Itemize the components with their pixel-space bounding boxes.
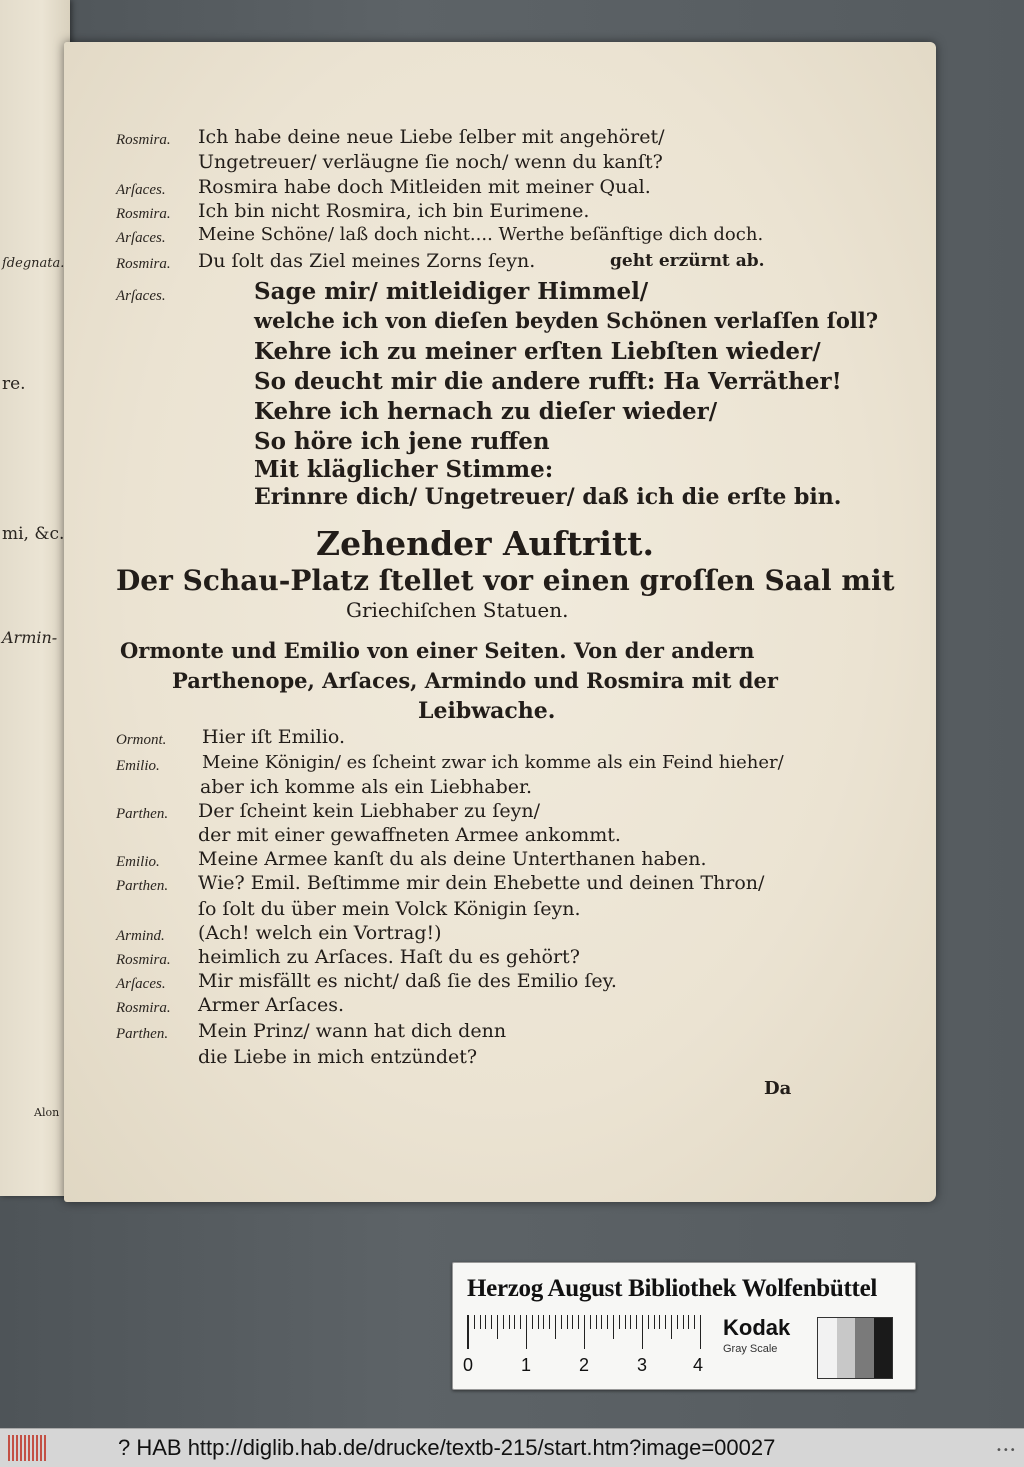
entrance-direction: Leibwache. [418, 698, 556, 724]
ruler-tick [642, 1315, 643, 1349]
speaker-label: Rosmira. [116, 206, 171, 222]
speaker-label: Rosmira. [116, 952, 171, 968]
speaker-label: Rosmira. [116, 1000, 171, 1016]
gray-swatch [874, 1318, 893, 1378]
left-page-fragment: ſdegnata. [2, 256, 65, 271]
dialogue-line: Wie? Emil. Beſtimme mir dein Ehebette und deinen Thron/ [198, 872, 765, 894]
speaker-label: Emilio. [116, 854, 160, 870]
dialogue-line: ſo ſolt du über mein Volck Königin ſeyn. [198, 898, 581, 920]
ruler-tick [468, 1315, 469, 1349]
scene-setting: Griechiſchen Statuen. [346, 598, 569, 622]
ruler-tick [532, 1315, 533, 1329]
aria-line: Sage mir/ mitleidiger Himmel/ [254, 278, 649, 305]
aria-line: Erinnre dich/ Ungetreuer/ daß ich die erſte bin. [254, 484, 842, 510]
gray-swatch [818, 1318, 837, 1378]
viewer-status-bar [0, 1428, 1024, 1467]
ruler-tick [572, 1315, 573, 1329]
ruler-tick [474, 1315, 475, 1329]
gray-swatch [837, 1318, 856, 1378]
ruler-tick [549, 1315, 550, 1329]
ruler-tick [601, 1315, 602, 1329]
ruler-tick [590, 1315, 591, 1329]
aria-line: So höre ich jene ruffen [254, 428, 550, 455]
ruler-tick [520, 1315, 521, 1329]
verse-line: Ich habe deine neue Liebe ſelber mit angehöret/ [198, 126, 665, 148]
aria-line: Mit kläglicher Stimme: [254, 456, 554, 483]
speaker-label: Ormont. [116, 732, 167, 748]
ruler-tick [584, 1315, 585, 1349]
kodak-logo: Kodak [723, 1315, 791, 1340]
verse-line: Ich bin nicht Rosmira, ich bin Eurimene. [198, 200, 590, 222]
ruler-tick [671, 1315, 672, 1339]
left-page-fragment: mi, &c. [2, 524, 65, 544]
scene-setting: Der Schau-Platz ſtellet vor einen groſſen Saal mit [116, 564, 895, 597]
ruler-number: 2 [579, 1355, 590, 1375]
dialogue-line: (Ach! welch ein Vortrag!) [198, 922, 442, 944]
verse-line: Meine Schöne/ laß doch nicht.... Werthe beſänftige dich doch. [198, 224, 764, 245]
left-page-fragment: Armin- [2, 628, 58, 647]
ruler-tick [578, 1315, 579, 1329]
ruler-tick [503, 1315, 504, 1329]
ruler-tick [497, 1315, 498, 1339]
dialogue-line: Meine Armee kanſt du als deine Unterthanen haben. [198, 848, 707, 870]
ruler-tick [526, 1315, 527, 1349]
ruler-tick [555, 1315, 556, 1339]
ruler-tick [648, 1315, 649, 1329]
gray-scale-label: Gray Scale [723, 1343, 778, 1355]
library-color-card [452, 1262, 916, 1390]
dialogue-line: Mir misfällt es nicht/ daß ſie des Emilio ſey. [198, 970, 617, 992]
catchword: Da [764, 1078, 792, 1099]
dialogue-line: heimlich zu Arſaces. Haſt du es gehört? [198, 946, 580, 968]
entrance-direction: Ormonte und Emilio von einer Seiten. Von der andern [120, 638, 755, 663]
ruler-tick [613, 1315, 614, 1339]
dialogue-line: aber ich komme als ein Liebhaber. [200, 776, 533, 798]
aria-line: Kehre ich hernach zu dieſer wieder/ [254, 398, 718, 425]
speaker-label: Parthen. [116, 806, 169, 822]
verse-line: Rosmira habe doch Mitleiden mit meiner Qual. [198, 176, 651, 198]
entrance-direction: Parthenope, Arſaces, Armindo und Rosmira mit der [172, 668, 778, 693]
ruler-tick [677, 1315, 678, 1329]
speaker-label: Arſaces. [116, 976, 166, 992]
speaker-label: Rosmira. [116, 132, 171, 148]
verse-line: Du ſolt das Ziel meines Zorns ſeyn. [198, 250, 536, 272]
gray-swatches [817, 1317, 893, 1379]
more-options-icon[interactable]: ••• [996, 1445, 1017, 1456]
speaker-label: Armind. [116, 928, 165, 944]
book-page [64, 42, 936, 1202]
scene-title: Zehender Auftritt. [316, 524, 654, 563]
aria-line: So deucht mir die andere rufft: Ha Verräther! [254, 368, 842, 395]
speaker-label: Arſaces. [116, 230, 166, 246]
ruler-tick [654, 1315, 655, 1329]
ruler-tick [596, 1315, 597, 1329]
aria-line: welche ich von dieſen beyden Schönen verlaſſen ſoll? [254, 308, 879, 333]
ruler-tick [683, 1315, 684, 1329]
ruler-tick [480, 1315, 481, 1329]
previous-page-edge [0, 0, 70, 1196]
speaker-label: Parthen. [116, 1026, 169, 1042]
ruler-tick [694, 1315, 695, 1329]
dialogue-line: Hier iſt Emilio. [202, 726, 346, 748]
ruler-tick [561, 1315, 562, 1329]
ruler-tick [659, 1315, 660, 1329]
dialogue-line: Armer Arſaces. [198, 994, 345, 1016]
ruler-tick [607, 1315, 608, 1329]
ruler-tick [543, 1315, 544, 1329]
ruler-tick [625, 1315, 626, 1329]
card-title: Herzog August Bibliothek Wolfenbüttel [467, 1275, 878, 1302]
speaker-label: Emilio. [116, 758, 160, 774]
ruler-tick [485, 1315, 486, 1329]
ruler-tick [509, 1315, 510, 1329]
left-page-fragment: Alon [34, 1106, 60, 1119]
ruler-tick [688, 1315, 689, 1329]
verse-line: Ungetreuer/ verläugne ſie noch/ wenn du kanſt? [198, 151, 663, 173]
ruler-number: 4 [693, 1355, 704, 1375]
ruler-tick [514, 1315, 515, 1329]
ruler-tick [636, 1315, 637, 1329]
speaker-label: Rosmira. [116, 256, 171, 272]
ruler-tick [491, 1315, 492, 1329]
ruler-number: 3 [637, 1355, 648, 1375]
ruler-tick [567, 1315, 568, 1329]
gray-swatch [855, 1318, 874, 1378]
barcode-icon [8, 1435, 48, 1461]
ruler-number: 0 [463, 1355, 474, 1375]
dialogue-line: Meine Königin/ es ſcheint zwar ich komme als ein Feind hieher/ [202, 752, 784, 773]
stage-direction: geht erzürnt ab. [610, 251, 765, 271]
dialogue-line: Mein Prinz/ wann hat dich denn [198, 1020, 507, 1042]
ruler-number: 1 [521, 1355, 532, 1375]
scale-ruler [467, 1315, 708, 1349]
dialogue-line: die Liebe in mich entzündet? [198, 1046, 478, 1068]
ruler-tick [665, 1315, 666, 1329]
page-url[interactable]: ? HAB http://diglib.hab.de/drucke/textb-215/start.htm?image=00027 [118, 1435, 776, 1460]
left-page-fragment: re. [2, 374, 26, 394]
dialogue-line: Der ſcheint kein Liebhaber zu ſeyn/ [198, 800, 540, 822]
ruler-tick [700, 1315, 701, 1349]
speaker-label: Arſaces. [116, 288, 166, 304]
speaker-label: Arſaces. [116, 182, 166, 198]
ruler-tick [619, 1315, 620, 1329]
dialogue-line: der mit einer gewaffneten Armee ankommt. [198, 824, 621, 846]
ruler-tick [630, 1315, 631, 1329]
aria-line: Kehre ich zu meiner erſten Liebſten wieder/ [254, 338, 821, 365]
ruler-tick [538, 1315, 539, 1329]
speaker-label: Parthen. [116, 878, 169, 894]
